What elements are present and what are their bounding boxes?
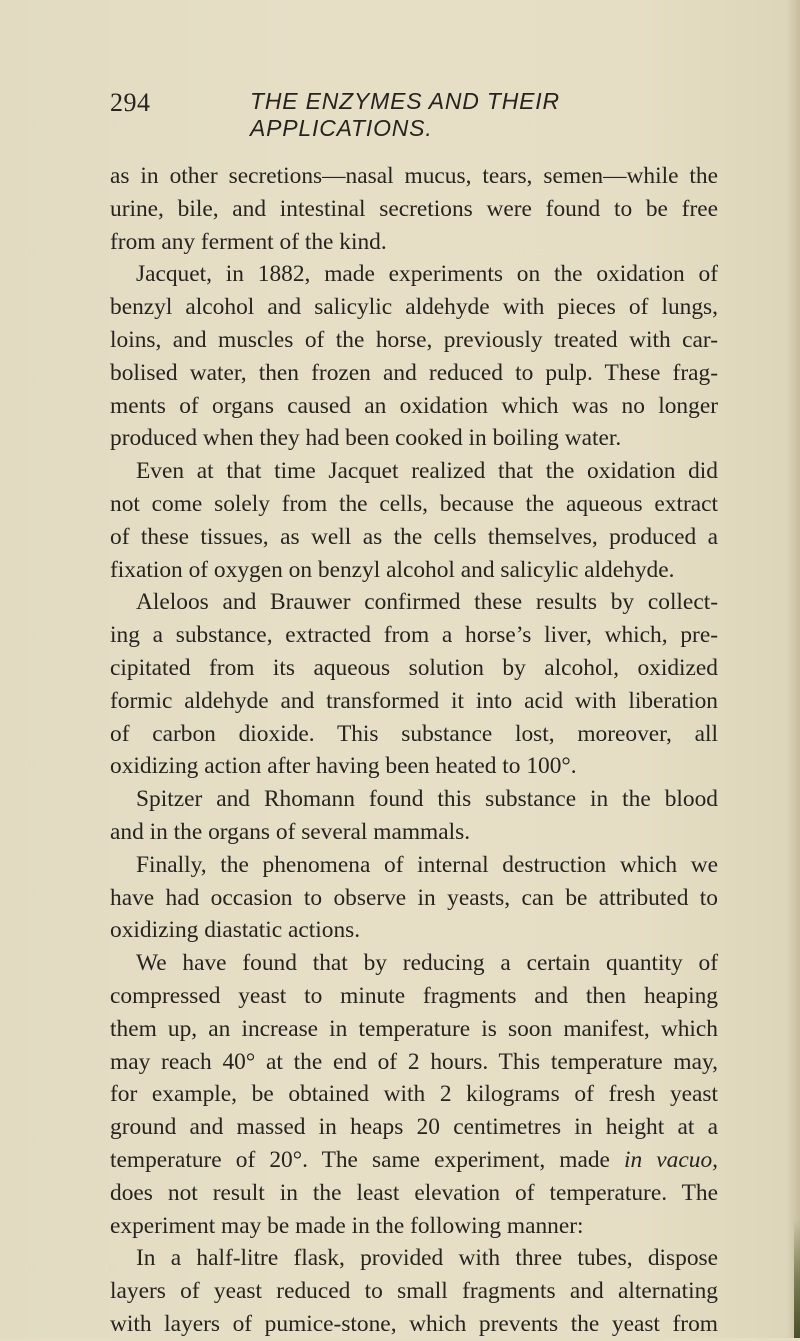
text-line: compressed yeast to minute fragments and then heaping	[110, 982, 718, 1009]
text-line: ground and massed in heaps 20 centimetres in height at a	[110, 1114, 718, 1141]
text-line: of these tissues, as well as the cells themselves, produced a	[110, 523, 718, 550]
text-line: with layers of pumice-stone, which prevents the yeast from	[110, 1310, 718, 1337]
text-line: have had occasion to observe in yeasts, can be attributed to	[110, 884, 718, 911]
paragraph-start: Aleloos and Brauwer confirmed these results by collect-	[136, 589, 718, 616]
body-text	[110, 160, 718, 1341]
text-line: ing a substance, extracted from a horse’s liver, which, pre-	[110, 622, 718, 649]
text-line: and in the organs of several mammals.	[110, 818, 471, 845]
text-line: fixation of oxygen on benzyl alcohol and salicylic aldehyde.	[110, 556, 675, 583]
text-line: produced when they had been cooked in boiling water.	[110, 425, 622, 452]
page-edge-shadow	[786, 0, 800, 1338]
text-line: of carbon dioxide. This substance lost, moreover, all	[110, 720, 718, 747]
text-line: them up, an increase in temperature is soon manifest, which	[110, 1015, 718, 1042]
text-line: benzyl alcohol and salicylic aldehyde with pieces of lungs,	[110, 294, 718, 321]
page-edge-stain	[794, 1220, 800, 1338]
paragraph-start: Spitzer and Rhomann found this substance in the blood	[136, 786, 718, 813]
paragraph-start: Finally, the phenomena of internal destruction which we	[136, 851, 718, 878]
text-line: loins, and muscles of the horse, previously treated with car-	[110, 326, 718, 353]
text-line: ments of organs caused an oxidation which was no longer	[110, 392, 718, 419]
text-line: as in other secretions—nasal mucus, tears, semen—while the	[110, 163, 718, 189]
paragraph-start: Even at that time Jacquet realized that the oxidation did	[136, 458, 718, 485]
page-header	[110, 88, 710, 141]
running-title: THE ENZYMES AND THEIR APPLICATIONS.	[250, 88, 560, 141]
text-line: oxidizing action after having been heated to 100°.	[110, 753, 577, 780]
paragraph-start: Jacquet, in 1882, made experiments on the oxidation of	[136, 261, 718, 288]
text-line: for example, be obtained with 2 kilograms of fresh yeast	[110, 1081, 718, 1108]
italic-phrase: in vacuo,	[624, 1146, 718, 1173]
text-line: oxidizing diastatic actions.	[110, 917, 361, 944]
text-line: layers of yeast reduced to small fragments and alternating	[110, 1278, 718, 1305]
paragraph-start: In a half-litre flask, provided with three tubes, dispose	[136, 1245, 718, 1272]
text-line: does not result in the least elevation of temperature. The	[110, 1179, 718, 1206]
text-line: cipitated from its aqueous solution by alcohol, oxidized	[110, 654, 718, 681]
text-line: formic aldehyde and transformed it into acid with liberation	[110, 687, 718, 714]
text-line: bolised water, then frozen and reduced to pulp. These frag-	[110, 359, 718, 386]
page-number: 294	[110, 88, 151, 117]
paragraph-start: We have found that by reducing a certain quantity of	[136, 950, 718, 977]
text-line-with-italic	[110, 1144, 718, 1177]
text-line: experiment may be made in the following manner:	[110, 1212, 584, 1239]
text-line: from any ferment of the kind.	[110, 228, 387, 255]
text-line: not come solely from the cells, because the aqueous extract	[110, 490, 718, 517]
text-segment: temperature of 20°. The same experiment, made	[110, 1146, 610, 1173]
text-line: may reach 40° at the end of 2 hours. This temperature may,	[110, 1048, 718, 1075]
text-line: urine, bile, and intestinal secretions were found to be free	[110, 195, 718, 222]
